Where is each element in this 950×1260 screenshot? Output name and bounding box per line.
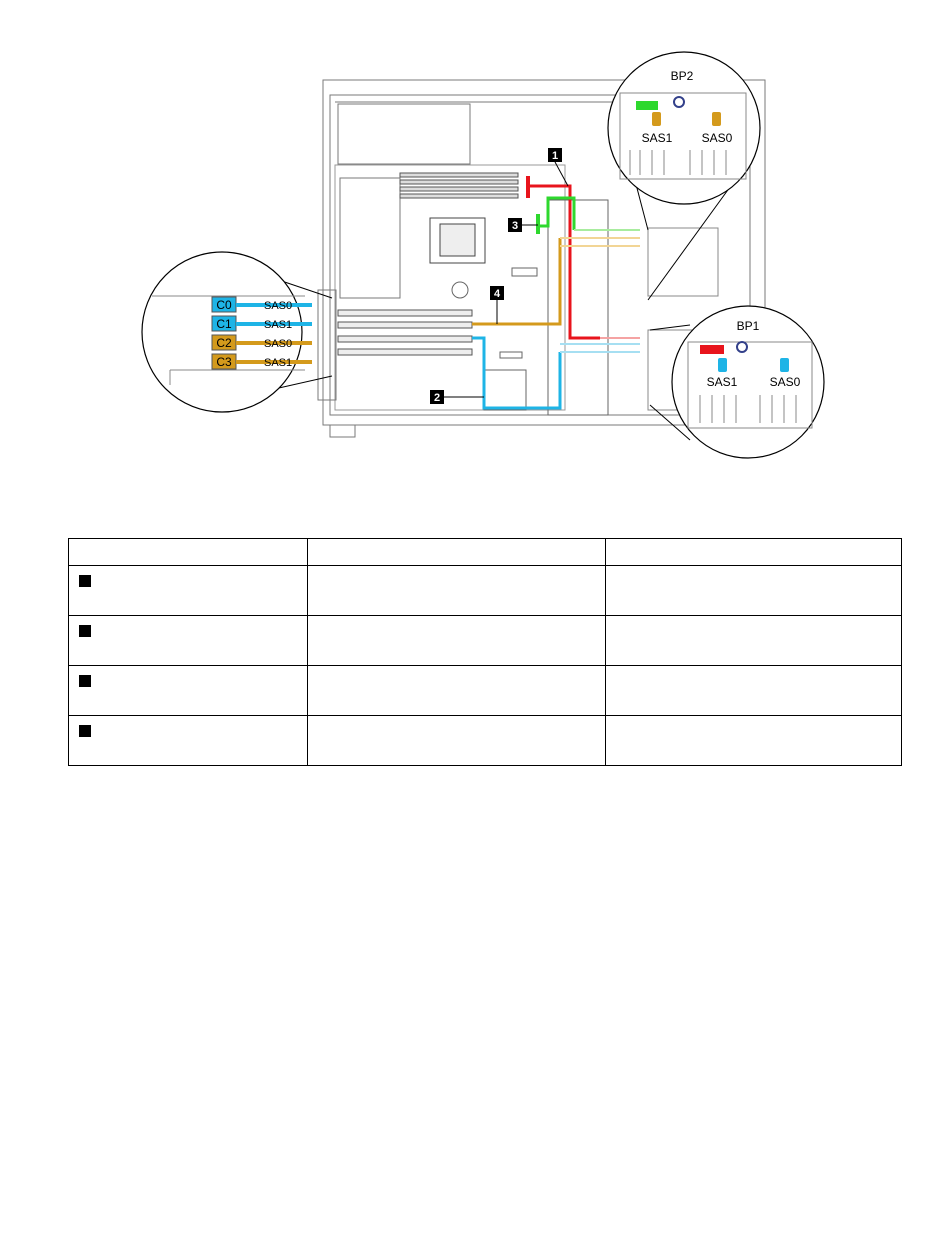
bp2-title: BP2 xyxy=(670,69,694,83)
bp2-sas1-port xyxy=(652,112,661,126)
port-c0-label: C0 xyxy=(216,298,232,312)
callout-2-text: 2 xyxy=(433,392,441,404)
bp1-zoom xyxy=(650,306,824,458)
table-cell xyxy=(606,566,902,616)
table-header-cell xyxy=(308,539,606,566)
port-c2-label: C2 xyxy=(216,336,232,350)
cable-red-path xyxy=(528,186,600,338)
table-header-row xyxy=(69,539,902,566)
table-row xyxy=(69,666,902,716)
callout-4 xyxy=(490,286,504,324)
table-cell xyxy=(606,616,902,666)
port-c2-cable: SAS0 xyxy=(264,338,293,350)
cable-blue xyxy=(472,338,640,408)
bp1-sas1-port xyxy=(718,358,727,372)
callout-marker-1 xyxy=(79,575,91,587)
table-cell xyxy=(308,716,606,766)
table-cell xyxy=(69,566,308,616)
table-cell xyxy=(308,566,606,616)
cpu-socket xyxy=(430,218,485,263)
bp2-sas0-port xyxy=(712,112,721,126)
table-header-cell xyxy=(606,539,902,566)
callout-3 xyxy=(508,218,538,232)
bp2-sas1-label: SAS1 xyxy=(641,131,673,145)
callout-marker-3 xyxy=(79,675,91,687)
bp2-power-connector xyxy=(636,101,658,110)
table-cell xyxy=(606,666,902,716)
callout-1-text: 1 xyxy=(551,150,559,162)
port-c1-label: C1 xyxy=(216,317,232,331)
callout-marker-2 xyxy=(79,625,91,637)
port-c3-cable: SAS1 xyxy=(264,357,293,369)
bp1-power-connector xyxy=(700,345,724,354)
red-connector xyxy=(526,176,530,198)
callout-marker-4 xyxy=(79,725,91,737)
table-row xyxy=(69,716,902,766)
callout-4-text: 4 xyxy=(493,288,501,300)
dimm-slots xyxy=(400,173,518,198)
table-row xyxy=(69,616,902,666)
cable-green xyxy=(536,198,640,234)
callout-3-text: 3 xyxy=(511,220,519,232)
table-cell xyxy=(69,716,308,766)
controller-zoom xyxy=(142,252,332,412)
table-cell xyxy=(69,616,308,666)
cable-table xyxy=(68,538,902,766)
cable-routing-diagram xyxy=(0,0,950,520)
bp1-sas1-label: SAS1 xyxy=(706,375,738,389)
table-cell xyxy=(308,666,606,716)
table-header-cell xyxy=(69,539,308,566)
pcie-slots xyxy=(338,310,472,355)
bp2-sas0-label: SAS0 xyxy=(701,131,733,145)
bp1-sas0-label: SAS0 xyxy=(769,375,801,389)
bp1-title: BP1 xyxy=(736,319,760,333)
table-cell xyxy=(606,716,902,766)
table-cell xyxy=(69,666,308,716)
callout-2 xyxy=(430,390,484,404)
port-c3-label: C3 xyxy=(216,355,232,369)
bp2-zoom xyxy=(608,52,760,300)
table-row xyxy=(69,566,902,616)
port-c0-cable: SAS0 xyxy=(264,300,293,312)
table-cell xyxy=(308,616,606,666)
port-c1-cable: SAS1 xyxy=(264,319,293,331)
bp1-sas0-port xyxy=(780,358,789,372)
